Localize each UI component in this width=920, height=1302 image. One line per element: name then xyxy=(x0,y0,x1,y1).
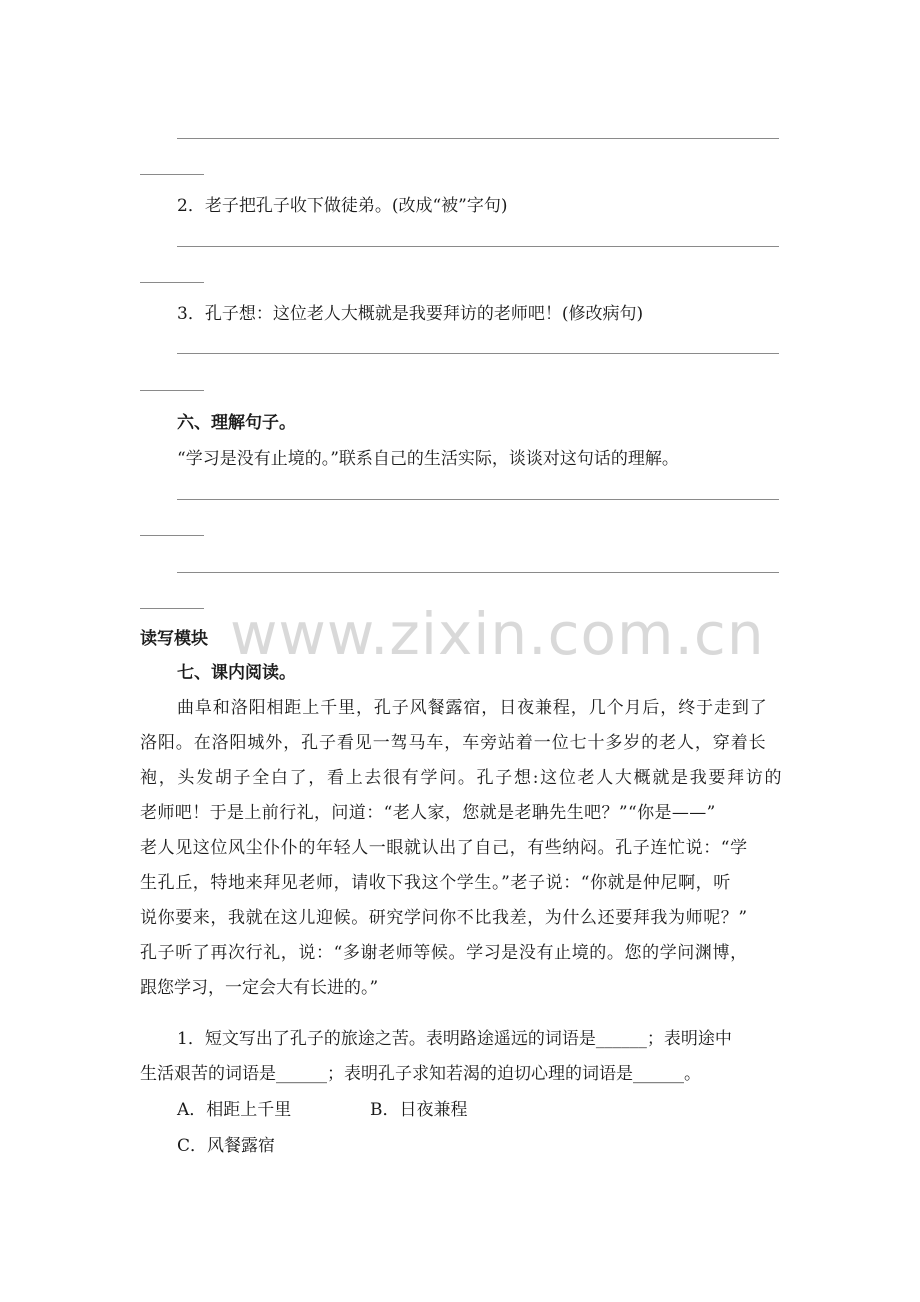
option-a: A．相距上千里 xyxy=(177,1100,292,1120)
answer-line xyxy=(177,572,779,573)
question-2: 2．老子把孔子收下做徒弟。(改成“被”字句) xyxy=(177,196,508,216)
answer-line-end xyxy=(140,535,204,536)
question-1-line-1: 1．短文写出了孔子的旅途之苦。表明路途遥远的词语是______；表明途中 xyxy=(177,1029,732,1049)
answer-line xyxy=(177,246,779,247)
answer-line-end xyxy=(140,282,204,283)
passage-line: 曲阜和洛阳相距上千里，孔子风餐露宿，日夜兼程，几个月后，终于走到了 xyxy=(177,698,768,718)
answer-line-end xyxy=(140,174,204,175)
option-b: B．日夜兼程 xyxy=(370,1100,468,1120)
module-title: 读写模块 xyxy=(140,629,208,649)
question-3: 3．孔子想：这位老人大概就是我要拜访的老师吧！(修改病句) xyxy=(177,304,644,324)
section-6-prompt: “学习是没有止境的。”联系自己的生活实际，谈谈对这句话的理解。 xyxy=(177,449,679,469)
option-c: C．风餐露宿 xyxy=(177,1136,276,1156)
passage-line: 跟您学习，一定会大有长进的。” xyxy=(140,978,379,998)
answer-line-end xyxy=(140,390,204,391)
passage-line: 生孔丘，特地来拜见老师，请收下我这个学生。”老子说：“你就是仲尼啊，听 xyxy=(140,873,731,893)
answer-line xyxy=(177,499,779,500)
question-1-line-2: 生活艰苦的词语是______；表明孔子求知若渴的迫切心理的词语是______。 xyxy=(140,1064,701,1084)
passage-line: 说你要来，我就在这儿迎候。研究学问你不比我差，为什么还要拜我为师呢？” xyxy=(140,908,748,928)
answer-line-end xyxy=(140,608,204,609)
passage-line: 老师吧！于是上前行礼，问道：“老人家，您就是老聃先生吧？”“你是——” xyxy=(140,803,716,823)
passage-line: 老人见这位风尘仆仆的年轻人一眼就认出了自己，有些纳闷。孔子连忙说：“学 xyxy=(140,838,748,858)
watermark: www.zixin.com.cn xyxy=(230,600,765,668)
passage-line: 洛阳。在洛阳城外，孔子看见一驾马车，车旁站着一位七十多岁的老人，穿着长 xyxy=(140,733,767,753)
passage-line: 袍，头发胡子全白了，看上去很有学问。孔子想:这位老人大概就是我要拜访的 xyxy=(140,768,784,788)
passage-line: 孔子听了再次行礼，说：“多谢老师等候。学习是没有止境的。您的学问渊博， xyxy=(140,943,748,963)
answer-line xyxy=(177,353,779,354)
answer-line xyxy=(177,138,779,139)
section-7-title: 七、课内阅读。 xyxy=(177,663,296,683)
section-6-title: 六、理解句子。 xyxy=(177,413,296,433)
